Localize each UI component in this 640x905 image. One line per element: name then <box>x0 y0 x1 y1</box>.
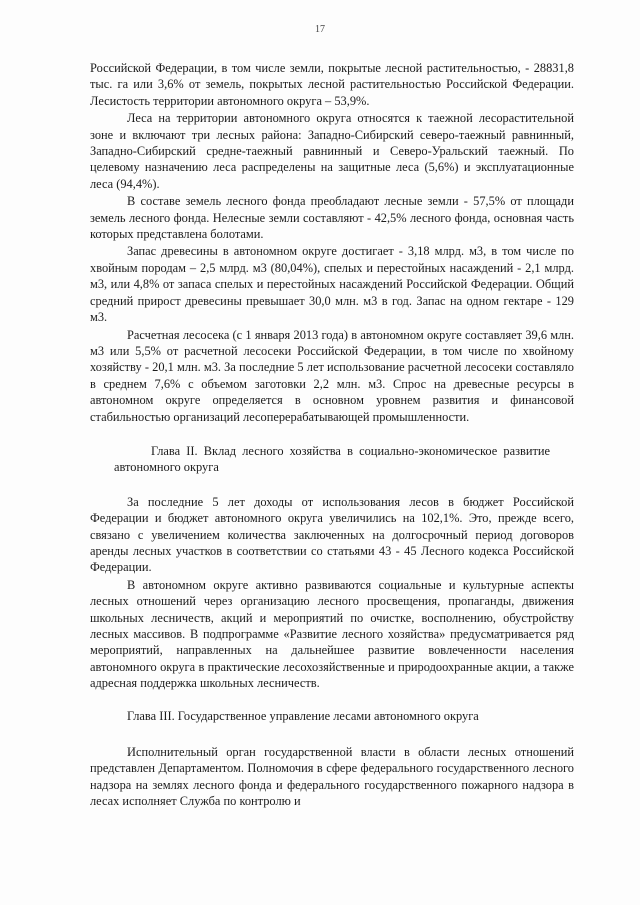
paragraph-budget-revenue: За последние 5 лет доходы от использования лесов в бюджет Российской Федерации и бюджет автономного округа увеличились на 102,1%. Это, прежде всего, связано с увеличением количества заключенных на долгосрочный период договоров аренды лесных участков в соответствии со статьями 43 - 45 Лесного кодекса Российской Федерации. <box>90 494 574 575</box>
paragraph-timber-stock: Запас древесины в автономном округе достигает - 3,18 млрд. м3, в том числе по хвойным породам – 2,5 млрд. м3 (80,04%), спелых и перестойных насаждений - 2,1 млрд. м3, или 4,8% от запаса спелых и перестойных насаждений Российской Федерации. Общий средний прирост древесины превышает 30,0 млн. м3 в год. Запас на одном гектаре - 129 м3. <box>90 244 574 325</box>
paragraph-forest-land-share: Российской Федерации, в том числе земли, покрытые лесной растительностью, - 28831,8 тыс. га или 3,6% от земель, покрытых лесной растительностью Российской Федерации. Лесистость территории автономного округа – 53,9%. <box>90 61 574 108</box>
paragraph-social-aspects: В автономном округе активно развиваются социальные и культурные аспекты лесных отношений через организацию лесного просвещения, пропаганды, движения школьных лесничеств, акций и мероприятий по очистке, восполнению, обустройству лесных массивов. В подпрограмме «Развитие лесного хозяйства» предусматривается ряд мероприятий, направленных на дальнейшее развитие вовлеченности населения автономного округа в практические лесохозяйственные и природоохранные акции, а также адресная поддержка школьных лесничеств. <box>90 577 574 691</box>
document-body <box>90 60 574 811</box>
paragraph-allowable-cut: Расчетная лесосека (с 1 января 2013 года) в автономном округе составляет 39,6 млн. м3 или 5,5% от расчетной лесосеки Российской Федерации, в том числе по хвойному хозяйству - 20,1 млн. м3. За последние 5 лет использование расчетной лесосеки составляло в среднем 7,6% с объемом заготовки 2,2 млн. м3. Спрос на древесные ресурсы в автономном округе определяется в основном уровнем развития и финансовой стабильностью организаций лесоперерабатывающей промышленности. <box>90 327 574 424</box>
chapter-2-heading: Глава II. Вклад лесного хозяйства в социально-экономическое развитие автономного округа <box>114 443 550 475</box>
paragraph-executive-body: Исполнительный орган государственной власти в области лесных отношений представлен Департаментом. Полномочия в сфере федерального государственного лесного надзора на землях лесного фонда и федерального государственного пожарного надзора в лесах исполняет Служба по контролю и <box>90 745 574 809</box>
paragraph-forest-zone: Леса на территории автономного округа относятся к таежной лесорастительной зоне и включают три лесных района: Западно-Сибирский северо-таежный равнинный, Западно-Сибирский средне-таежный равнинный и Северо-Уральский таежный. По целевому назначению леса распределены на защитные леса (5,6%) и эксплуатационные леса (94,4%). <box>90 111 574 191</box>
paragraph-forest-fund-lands: В составе земель лесного фонда преобладают лесные земли - 57,5% от площади земель лесного фонда. Нелесные земли составляют - 42,5% лесного фонда, основная часть которых представлена болотами. <box>90 194 574 242</box>
page-number: 17 <box>315 24 325 35</box>
chapter-3-heading: Глава III. Государственное управление лесами автономного округа <box>127 708 479 723</box>
